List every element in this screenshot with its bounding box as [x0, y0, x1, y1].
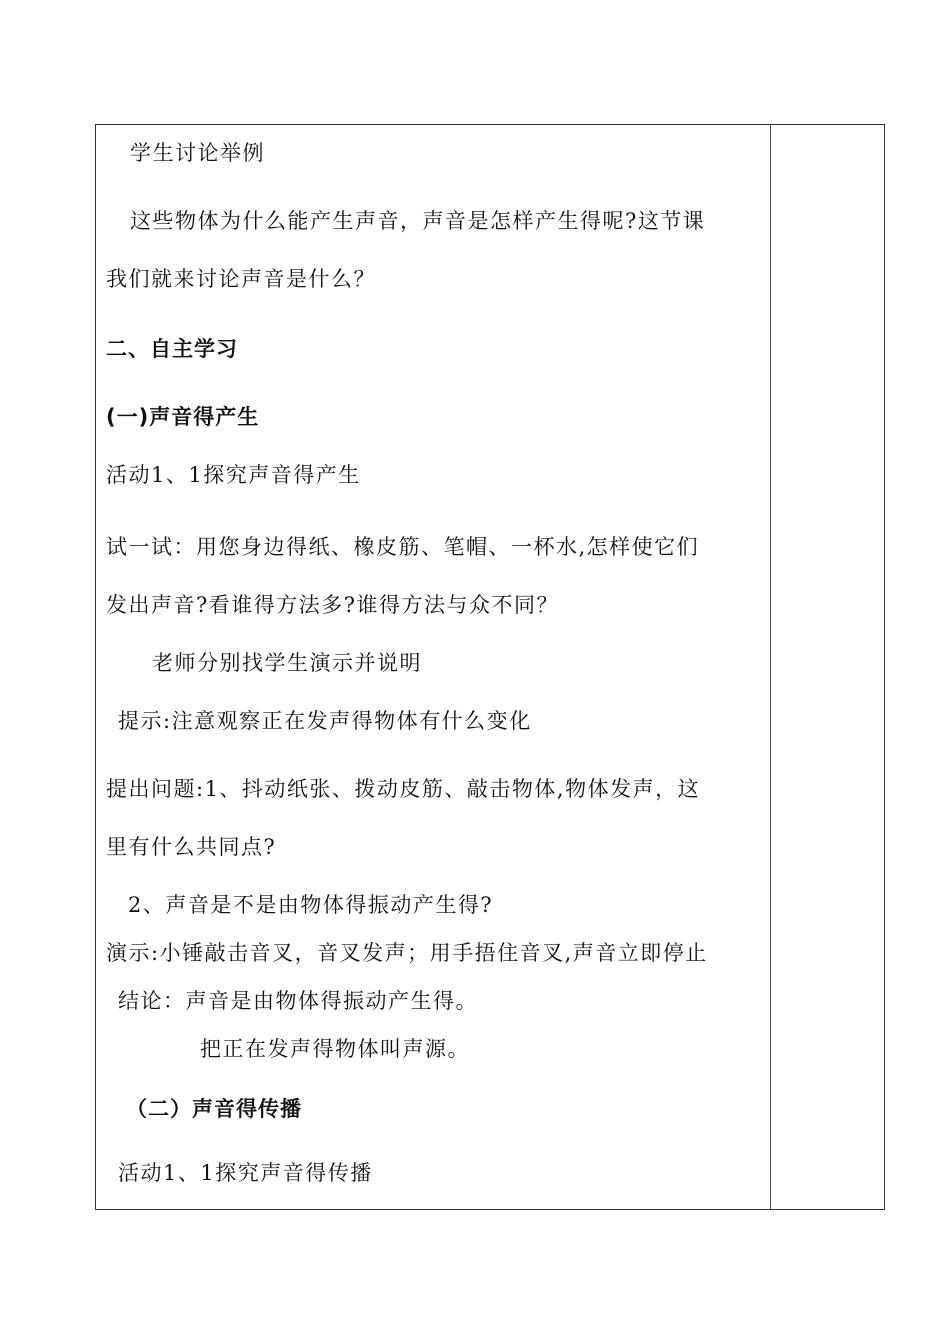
text-line: 2、声音是不是由物体得振动产生得? — [128, 893, 494, 917]
text-line: 结论：声音是由物体得振动产生得。 — [118, 989, 478, 1013]
text-line: 发出声音?看谁得方法多?谁得方法与众不同？ — [106, 593, 560, 617]
text-line: 试一试：用您身边得纸、橡皮筋、笔帽、一杯水,怎样使它们 — [106, 535, 700, 559]
text-line: 演示:小锤敲击音叉，音叉发声；用手捂住音叉,声音立即停止 — [106, 941, 708, 965]
text-line: 提示:注意观察正在发声得物体有什么变化 — [118, 709, 532, 733]
text-line: 这些物体为什么能产生声音，声音是怎样产生得呢?这节课 — [130, 209, 706, 233]
section-heading: 二、自主学习 — [106, 337, 238, 361]
lesson-table — [95, 124, 885, 1210]
text-line: 老师分别找学生演示并说明 — [152, 651, 422, 675]
text-line: 活动1、1探究声音得传播 — [118, 1161, 373, 1185]
column-divider — [770, 125, 771, 1209]
text-line: 活动1、1探究声音得产生 — [106, 463, 361, 487]
text-line: 学生讨论举例 — [130, 141, 265, 165]
text-line: 把正在发声得物体叫声源。 — [200, 1037, 470, 1061]
subsection-heading: (一)声音得产生 — [106, 405, 260, 429]
text-line: 里有什么共同点? — [106, 835, 277, 859]
text-line: 提出问题:1、抖动纸张、拨动皮筋、敲击物体,物体发声，这 — [106, 777, 701, 801]
subsection-heading: （二）声音得传播 — [126, 1097, 302, 1121]
text-line: 我们就来讨论声音是什么？ — [106, 267, 376, 291]
